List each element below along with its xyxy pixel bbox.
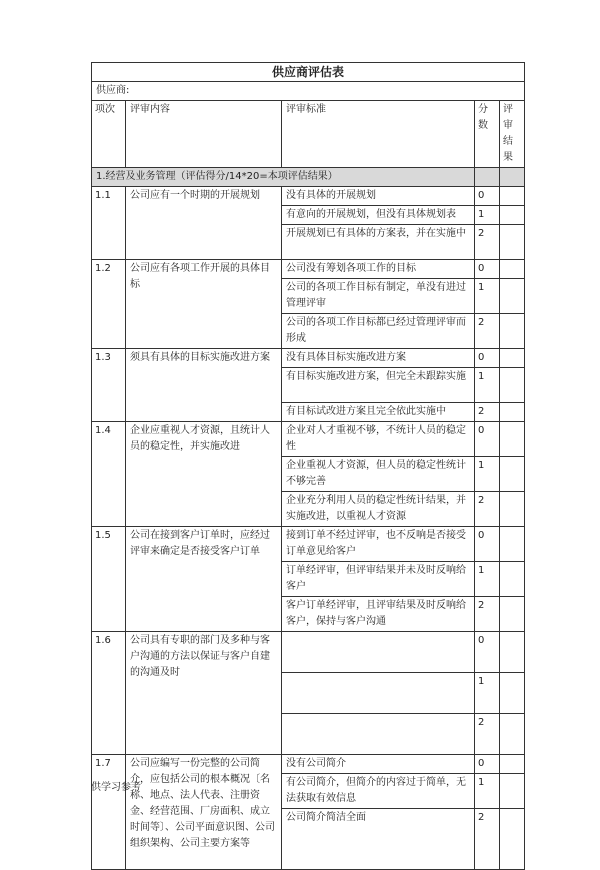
result-cell[interactable] xyxy=(500,527,525,562)
item-content: 公司具有专职的部门及多种与客户沟通的方法以保证与客户自建的沟通及时 xyxy=(126,632,282,755)
criteria-text: 订单经评审，但评审结果并未及时反响给客户 xyxy=(282,562,475,597)
section-title: 1.经营及业务管理（评估得分/14*20=本项评估结果） xyxy=(92,168,475,187)
score-value: 2 xyxy=(475,403,500,422)
item-content: 须具有具体的目标实施改进方案 xyxy=(126,349,282,422)
item-content: 公司应有各项工作开展的具体目标 xyxy=(126,260,282,349)
criteria-text: 没有公司简介 xyxy=(282,755,475,774)
result-cell[interactable] xyxy=(500,457,525,492)
criteria-text: 公司的各项工作目标都已经过管理评审而形成 xyxy=(282,314,475,349)
header-criteria: 评审标准 xyxy=(282,101,475,168)
criteria-text: 企业重视人才资源，但人员的稳定性统计不够完善 xyxy=(282,457,475,492)
header-score: 分数 xyxy=(475,101,500,168)
item-content: 公司应有一个时期的开展规划 xyxy=(126,187,282,260)
form-title: 供应商评估表 xyxy=(92,63,525,82)
score-value: 1 xyxy=(475,368,500,403)
result-cell[interactable] xyxy=(500,403,525,422)
criteria-row xyxy=(92,632,525,673)
result-cell[interactable] xyxy=(500,673,525,714)
criteria-text: 公司简介简洁全面 xyxy=(282,809,475,870)
criteria-row xyxy=(92,260,525,279)
score-value: 0 xyxy=(475,260,500,279)
result-cell[interactable] xyxy=(500,206,525,225)
result-cell[interactable] xyxy=(500,755,525,774)
item-number: 1.7 xyxy=(92,755,126,870)
item-content: 公司应编写一份完整的公司简介，应包括公司的根本概况〔名称、地点、法人代表、注册资金、经营范围、厂房面积、成立时间等〕、公司平面意识图、公司组织架构、公司主要方案等 xyxy=(126,755,282,870)
item-number: 1.5 xyxy=(92,527,126,632)
result-cell[interactable] xyxy=(500,187,525,206)
result-cell[interactable] xyxy=(500,562,525,597)
item-number: 1.2 xyxy=(92,260,126,349)
criteria-text xyxy=(282,714,475,755)
score-value: 1 xyxy=(475,562,500,597)
item-content: 公司在接到客户订单时，应经过评审来确定是否接受客户订单 xyxy=(126,527,282,632)
score-value: 0 xyxy=(475,527,500,562)
result-cell[interactable] xyxy=(500,260,525,279)
criteria-row xyxy=(92,527,525,562)
result-cell[interactable] xyxy=(500,279,525,314)
section-row xyxy=(92,168,525,187)
criteria-text: 企业对人才重视不够，不统计人员的稳定性 xyxy=(282,422,475,457)
result-cell[interactable] xyxy=(500,632,525,673)
score-value: 1 xyxy=(475,206,500,225)
result-cell[interactable] xyxy=(500,809,525,870)
result-cell[interactable] xyxy=(500,774,525,809)
criteria-row xyxy=(92,349,525,368)
score-value: 2 xyxy=(475,492,500,527)
title-row xyxy=(92,63,525,82)
criteria-text: 开展规划已有具体的方案表，并在实施中 xyxy=(282,225,475,260)
criteria-text: 公司的各项工作目标有制定，单没有进过管理评审 xyxy=(282,279,475,314)
result-cell[interactable] xyxy=(500,714,525,755)
criteria-text: 企业充分利用人员的稳定性统计结果，并实施改进，以重视人才资源 xyxy=(282,492,475,527)
criteria-text: 有目标试改进方案且完全依此实施中 xyxy=(282,403,475,422)
item-number: 1.6 xyxy=(92,632,126,755)
section-score-cell xyxy=(475,168,500,187)
score-value: 2 xyxy=(475,809,500,870)
criteria-row xyxy=(92,422,525,457)
item-number: 1.4 xyxy=(92,422,126,527)
score-value: 0 xyxy=(475,632,500,673)
score-value: 2 xyxy=(475,597,500,632)
evaluation-sheet xyxy=(91,62,524,870)
criteria-text: 没有具体目标实施改进方案 xyxy=(282,349,475,368)
supplier-label: 供应商: xyxy=(92,82,525,101)
result-cell[interactable] xyxy=(500,492,525,527)
header-content: 评审内容 xyxy=(126,101,282,168)
score-value: 0 xyxy=(475,349,500,368)
criteria-text xyxy=(282,632,475,673)
criteria-row xyxy=(92,187,525,206)
result-cell[interactable] xyxy=(500,225,525,260)
criteria-text: 客户订单经评审，且评审结果及时反响给客户，保持与客户沟通 xyxy=(282,597,475,632)
criteria-text: 有公司简介，但简介的内容过于简单，无法获取有效信息 xyxy=(282,774,475,809)
criteria-text: 有目标实施改进方案，但完全未跟踪实施 xyxy=(282,368,475,403)
criteria-text xyxy=(282,673,475,714)
criteria-text: 接到订单不经过评审，也不反响是否接受订单意见给客户 xyxy=(282,527,475,562)
score-value: 1 xyxy=(475,457,500,492)
result-cell[interactable] xyxy=(500,422,525,457)
score-value: 1 xyxy=(475,279,500,314)
criteria-text: 没有具体的开展规划 xyxy=(282,187,475,206)
supplier-row xyxy=(92,82,525,101)
evaluation-table xyxy=(91,62,525,870)
header-row xyxy=(92,101,525,168)
score-value: 2 xyxy=(475,314,500,349)
item-number: 1.1 xyxy=(92,187,126,260)
footer-note: 供学习参考 xyxy=(91,782,141,793)
score-value: 0 xyxy=(475,422,500,457)
item-number: 1.3 xyxy=(92,349,126,422)
criteria-row xyxy=(92,755,525,774)
item-content: 企业应重视人才资源，且统计人员的稳定性，并实施改进 xyxy=(126,422,282,527)
criteria-text: 公司没有筹划各项工作的目标 xyxy=(282,260,475,279)
criteria-text: 有意向的开展规划，但没有具体规划表 xyxy=(282,206,475,225)
score-value: 1 xyxy=(475,673,500,714)
section-result-cell xyxy=(500,168,525,187)
score-value: 0 xyxy=(475,187,500,206)
score-value: 1 xyxy=(475,774,500,809)
result-cell[interactable] xyxy=(500,314,525,349)
score-value: 0 xyxy=(475,755,500,774)
result-cell[interactable] xyxy=(500,597,525,632)
header-result: 评审结果 xyxy=(500,101,525,168)
score-value: 2 xyxy=(475,225,500,260)
result-cell[interactable] xyxy=(500,349,525,368)
header-item: 项次 xyxy=(92,101,126,168)
score-value: 2 xyxy=(475,714,500,755)
result-cell[interactable] xyxy=(500,368,525,403)
